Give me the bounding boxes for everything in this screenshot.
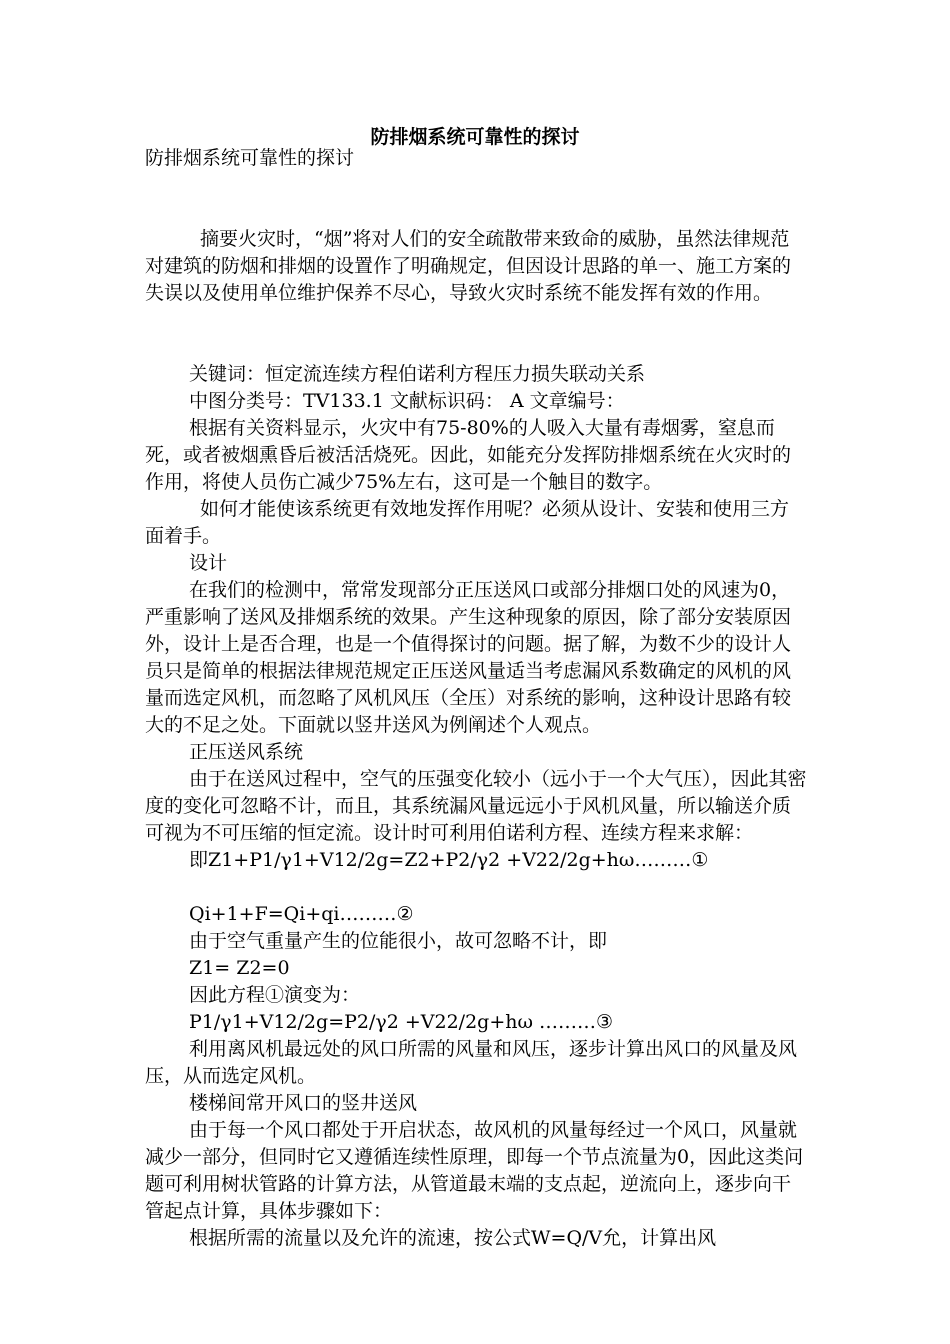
equation-3: P1/γ1+V12/2g=P2/γ2 +V22/2g+hω ………③ — [189, 1011, 614, 1033]
section-heading-pressurization: 正压送风系统 — [189, 741, 304, 763]
equation-2: Qi+1+F=Qi+qi………② — [189, 903, 414, 925]
classification-line: 中图分类号：TV133.1 文献标识码： A 文章编号： — [189, 390, 625, 412]
equation-z: Z1= Z2=0 — [189, 957, 290, 979]
keywords-line: 关键词：恒定流连续方程伯诺利方程压力损失联动关系 — [189, 363, 646, 385]
abstract-paragraph: 摘要火灾时，“烟”将对人们的安全疏散带来致命的威胁，虽然法律规范对建筑的防烟和排烟的设置作了明确规定，但因设计思路的单一、施工方案的失误以及使用单位维护保养不尽心，导致火灾时系统不能发挥有效的作用。 — [145, 228, 792, 304]
section-heading-design: 设计 — [189, 552, 228, 574]
body-paragraph: 因此方程①演变为： — [189, 984, 361, 1006]
body-paragraph: 由于在送风过程中，空气的压强变化较小（远小于一个大气压），因此其密度的变化可忽略不计，而且，其系统漏风量远远小于风机风量，所以输送介质可视为不可压缩的恒定流。设计时可利用伯诺利方程、连续方程来求解： — [145, 768, 807, 844]
section-heading-stairwell: 楼梯间常开风口的竖井送风 — [189, 1092, 418, 1114]
body-paragraph: 在我们的检测中，常常发现部分正压送风口或部分排烟口处的风速为0，严重影响了送风及排烟系统的效果。产生这种现象的原因，除了部分安装原因外，设计上是否合理，也是一个值得探讨的问题。据了解，为数不少的设计人员只是简单的根据法律规范规定正压送风量适当考虑漏风系数确定的风机的风量而选定风机，而忽略了风机风压（全压）对系统的影响，这种设计思路有较大的不足之处。下面就以竖井送风为例阐述个人观点。 — [145, 579, 792, 736]
blank-line — [145, 172, 807, 199]
blank-line — [145, 874, 807, 901]
blank-line — [145, 334, 807, 361]
body-paragraph: 利用离风机最远处的风口所需的风量和风压，逐步计算出风口的风量及风压，从而选定风机。 — [145, 1038, 798, 1087]
blank-line — [145, 199, 807, 226]
subtitle-line: 防排烟系统可靠性的探讨 — [145, 147, 355, 169]
body-paragraph: 由于每一个风口都处于开启状态，故风机的风量每经过一个风口，风量就减少一部分，但同时它又遵循连续性原理，即每一个节点流量为0，因此这类问题可利用树状管路的计算方法，从管道最末端的支点起，逆流向上，逐步向干管起点计算，具体步骤如下： — [145, 1119, 804, 1222]
document-title: 防排烟系统可靠性的探讨 — [370, 126, 580, 148]
body-paragraph: 根据有关资料显示，火灾中有75-80%的人吸入大量有毒烟雾，窒息而死，或者被烟熏昏后被活活烧死。因此，如能充分发挥防排烟系统在火灾时的作用，将使人员伤亡减少75%左右，这可是一个触目的数字。 — [145, 417, 792, 493]
body-paragraph: 如何才能使该系统更有效地发挥作用呢？必须从设计、安装和使用三方面着手。 — [145, 498, 790, 547]
equation-1: 即Z1+P1/γ1+V12/2g=Z2+P2/γ2 +V22/2g+hω………① — [189, 849, 709, 871]
document-body — [145, 145, 807, 1252]
body-paragraph: 由于空气重量产生的位能很小，故可忽略不计，即 — [189, 930, 608, 952]
blank-line — [145, 307, 807, 334]
body-paragraph: 根据所需的流量以及允许的流速，按公式W=Q/V允，计算出风 — [189, 1227, 717, 1249]
